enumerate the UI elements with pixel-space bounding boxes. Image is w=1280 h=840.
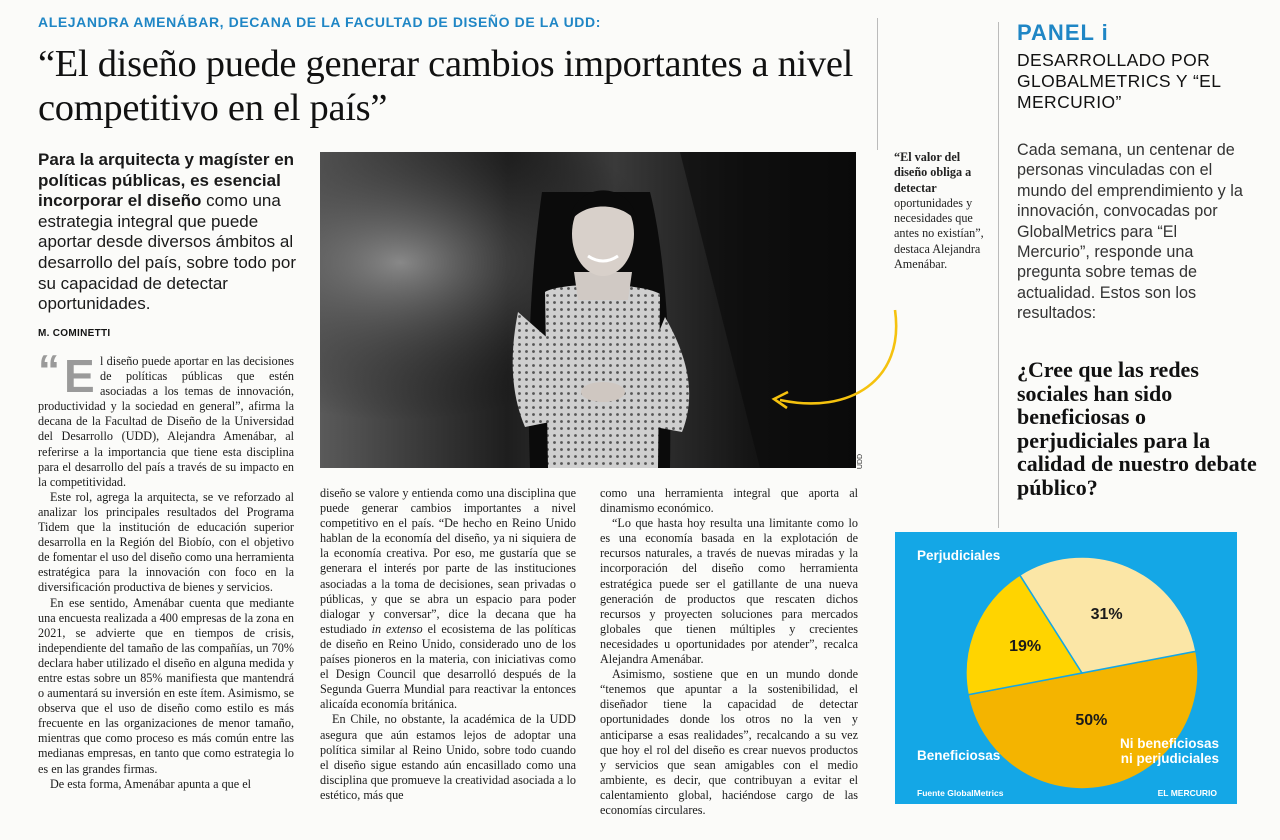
slice-value-label: 31% (1090, 606, 1123, 624)
panel-title: PANEL i (1017, 20, 1109, 45)
paragraph-text: diseño se valore y entienda como una disciplina que puede generar cambios importantes a nivel competitivo en el país. “De hecho en Reino Unido hablan de la economía del diseño, ya ni siquiera de la economía creativa. Por eso, me gustaría que se generara el interés por parte de las instituciones asociadas a la toma de decisiones, sean privadas o públicas, y que se abra un espacio para poder dialogar y conversar”, dice la decana que ha estudiado (320, 486, 576, 636)
dropcap-quote: “ (38, 346, 60, 395)
photo-credit: UDD (857, 454, 864, 470)
slice-value-label: 19% (1009, 638, 1042, 656)
column-divider (877, 18, 878, 150)
pull-quote-rest: oportunidades y necesidades que antes no existían”, destaca Alejandra Amenábar. (894, 195, 984, 272)
pull-quote (894, 150, 984, 272)
panel-subtitle: DESARROLLADO POR GLOBALMETRICS Y “EL MERCURIO” (1017, 50, 1221, 112)
article-column-3 (600, 486, 858, 818)
slice-value-label: 50% (1075, 712, 1108, 730)
slice-category-label (1120, 736, 1219, 766)
paragraph: Asimismo, sostiene que en un mundo donde “tenemos que apuntar a la sostenibilidad, el diseñador tiene la capacidad de detectar oportunidades donde los otros no la ven y anticiparse a esas realidades”, recalcando a su vez que hoy el rol del diseño es crear nuevos productos y servicios que sean amigables con el medio ambiente, es decir, que contribuyan a evitar el calentamiento global, haciéndose cargo de las economías circulares. (600, 667, 858, 817)
article-kicker: ALEJANDRA AMENÁBAR, DECANA DE LA FACULTAD DE DISEÑO DE LA UDD: (38, 14, 601, 30)
dropcap-letter: E (64, 350, 95, 402)
paragraph: como una herramienta integral que aporta al dinamismo económico. (600, 486, 858, 516)
paragraph: Este rol, agrega la arquitecta, se ve reforzado al analizar los principales resultados del Programa Tidem que la institución de educación superior desarrolla en la Región del Biobío, con el objetivo de fomentar el uso del diseño como una herramienta estratégica para la innovación con foco en la diversificación productiva de bienes y servicios. (38, 489, 294, 595)
article-column-1 (38, 346, 294, 792)
slice-category-label-line: ni perjudiciales (1120, 751, 1219, 766)
brand-note: EL MERCURIO (1157, 788, 1217, 798)
article-headline: “El diseño puede generar cambios importantes a nivel competitivo en el país” (38, 43, 854, 129)
panel-divider (998, 22, 999, 528)
slice-category-label-line: Ni beneficiosas (1119, 736, 1219, 751)
paragraph-text: l diseño puede aportar en las decisiones de políticas públicas que estén asociadas a los temas de innovación, productividad y la sociedad en general”, afirma la decana de la Facultad de Diseño de la Universidad del Desarrollo (UDD), Alejandra Amenábar, al referirse a la importancia que tiene esta disciplina para el desarrollo del país a través de su impacto en la competitividad. (38, 354, 294, 489)
panel-body: Cada semana, un centenar de personas vinculadas con el mundo del emprendimiento y la innovación, convocadas por GlobalMetrics para “El Mercurio”, responde una pregunta sobre temas de actualidad. Estos son los resultados: (1017, 141, 1243, 323)
slice-category-label-line: Perjudiciales (917, 548, 1001, 563)
paragraph: De esta forma, Amenábar apunta a que el (50, 776, 252, 791)
slice-category-label-line: Beneficiosas (917, 748, 1001, 763)
paragraph (320, 486, 576, 712)
curved-arrow-icon (760, 300, 910, 420)
slice-category-label (917, 548, 1000, 563)
pull-quote-bold: “El valor del diseño obliga a detectar (894, 150, 972, 195)
paragraph: En ese sentido, Amenábar cuenta que mediante una encuesta realizada a 400 empresas de la zona en 2021, se advierte que en tiempos de crisis, independiente del tamaño de las compañías, un 70% declara haber utilizado el diseño en alguna medida y entre estas sobre un 85% manifiesta que mantendrá o aumentará su inversión en este ítem. Asimismo, se observa que el uso de diseño como estilo es más frecuente en las organizaciones de menor tamaño, mientras que como proceso es más común entre las medianas empresas, en tanto que como estrategia lo es en las grandes firmas. (38, 595, 294, 776)
lead-bold: Para la arquitecta y magíster en políticas públicas, es esencial incorporar el diseño (38, 150, 295, 211)
article-lead (38, 150, 296, 315)
poll-infographic (895, 532, 1237, 804)
lead-rest: como una estrategia integral que puede aportar desde diversos ámbitos al desarrollo del país, sobre todo por su capacidad de detectar oportunidades. (38, 191, 296, 314)
paragraph (38, 346, 294, 490)
source-note: Fuente GlobalMetrics (917, 788, 1004, 798)
paragraph-text: el ecosistema de las políticas de diseño en Reino Unido, considerado uno de los países pioneros en la materia, con iniciativas como el Design Council que desarrolló después de la Segunda Guerra Mundial para reactivar la entonces alicaída economía británica. (320, 621, 576, 712)
paragraph: “Lo que hasta hoy resulta una limitante como lo es una economía basada en la explotación de recursos naturales, a través de nuevas miradas y la incorporación del diseño como herramienta estratégica puede ser el gatillante de una nueva generación de productos que rescaten dichos recursos y proyecten soluciones para mercados globales que tienen múltiples y crecientes necesidades u oportunidades por atender”, recalca Alejandra Amenábar. (600, 516, 858, 667)
byline: M. COMINETTI (38, 328, 111, 339)
italic-phrase: in extenso (371, 621, 423, 636)
article-column-2 (320, 486, 576, 803)
paragraph: En Chile, no obstante, la académica de la UDD asegura que aún estamos lejos de adoptar una política similar al Reino Unido, sobre todo cuando el diseño sigue estando aún encasillado como una disciplina que promueve la creatividad asociada a lo estético, más que (320, 712, 576, 802)
slice-category-label (917, 748, 1000, 763)
panel-question: ¿Cree que las redes sociales han sido beneficiosas o perjudiciales para la calidad de nuestro debate público? (1017, 357, 1257, 500)
dropcap (38, 346, 96, 402)
